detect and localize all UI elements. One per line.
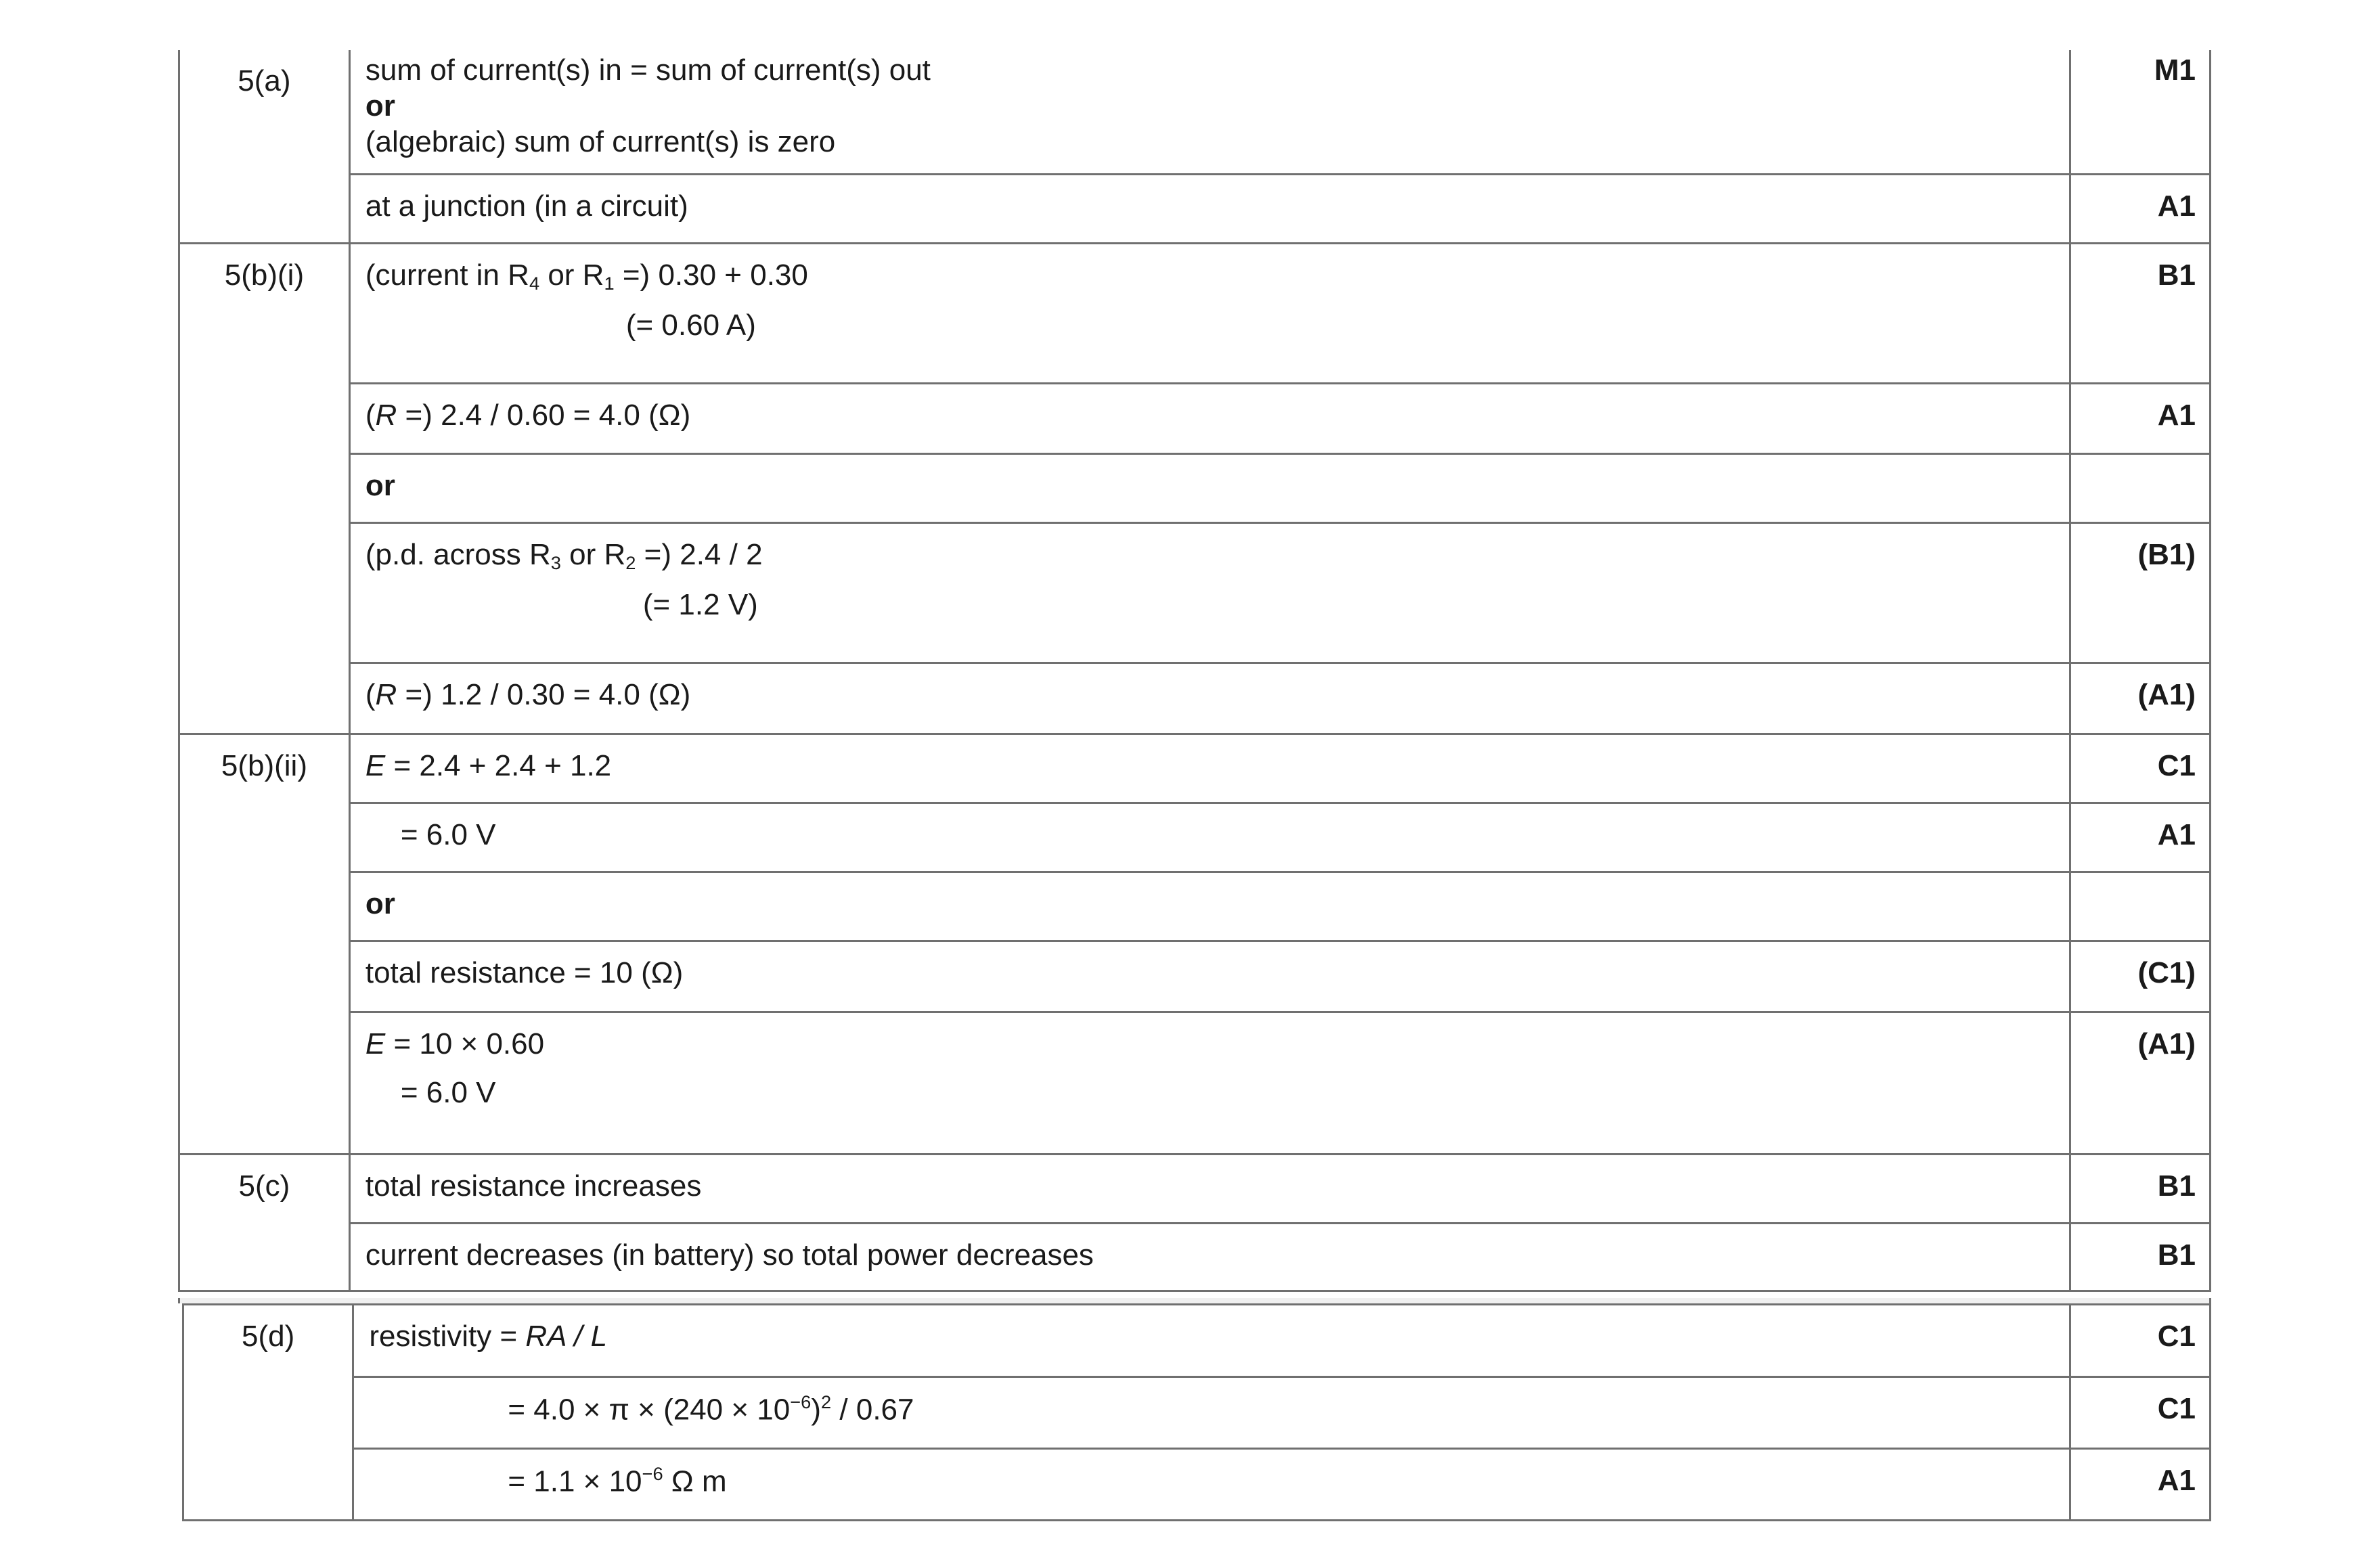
answer-text-part: Ω m xyxy=(663,1464,727,1498)
superscript: −6 xyxy=(790,1391,812,1412)
answer-cell xyxy=(353,1305,2070,1377)
table-row xyxy=(179,50,2211,174)
answer-cell xyxy=(349,803,2070,872)
table-row xyxy=(179,453,2211,522)
subscript: 2 xyxy=(625,552,636,573)
mark-cell xyxy=(2070,243,2210,383)
answer-cell xyxy=(349,663,2070,734)
table-row xyxy=(179,872,2211,941)
table-row xyxy=(179,522,2211,663)
answer-cell xyxy=(349,941,2070,1012)
question-number-cell xyxy=(179,50,350,243)
mark-cell xyxy=(2070,1449,2211,1521)
answer-cell xyxy=(349,453,2070,522)
mark xyxy=(2071,455,2196,468)
answer-text-part: = 10 × 0.60 xyxy=(385,1027,545,1060)
question-number: 5(d) xyxy=(242,1320,295,1353)
question-number-cell xyxy=(179,243,350,734)
answer-or: or xyxy=(365,89,395,122)
answer-text: (algebraic) sum of current(s) is zero xyxy=(365,125,836,158)
answer-result: (= 0.60 A) xyxy=(625,309,756,342)
mark: M1 xyxy=(2154,53,2196,87)
answer-or: or xyxy=(365,468,395,502)
mark-cell xyxy=(2070,1305,2211,1377)
answer-text xyxy=(365,524,2069,575)
answer-text-part: = 1.1 × 10 xyxy=(508,1464,642,1498)
mark: B1 xyxy=(2157,258,2196,292)
subscript: 4 xyxy=(529,272,540,294)
mark: (A1) xyxy=(2137,677,2196,711)
answer-text-part: or R xyxy=(539,258,604,292)
answer-cell xyxy=(349,1223,2070,1291)
superscript: 2 xyxy=(821,1391,832,1412)
table-row xyxy=(179,663,2211,734)
table-row xyxy=(179,941,2211,1012)
answer-text-part: ) xyxy=(811,1393,821,1427)
answer-cell xyxy=(353,1377,2070,1449)
mark-cell xyxy=(2070,663,2210,734)
question-number: 5(a) xyxy=(238,64,291,97)
answer-text xyxy=(365,244,2069,295)
mark-scheme-table xyxy=(178,50,2211,1292)
mark-cell xyxy=(2070,522,2210,663)
answer-text xyxy=(369,1378,2069,1428)
emf-symbol: E xyxy=(365,748,386,782)
mark-cell xyxy=(2070,872,2210,941)
answer-text: sum of current(s) in = sum of current(s) out xyxy=(365,53,931,87)
mark: C1 xyxy=(2157,748,2196,782)
answer-text: current decreases (in battery) so total power decreases xyxy=(365,1238,1094,1272)
emf-symbol: E xyxy=(365,1027,386,1060)
answer-cell xyxy=(349,383,2070,453)
mark-cell xyxy=(2070,50,2210,174)
mark: C1 xyxy=(2157,1320,2196,1353)
superscript: −6 xyxy=(642,1463,663,1484)
answer-cell xyxy=(349,50,2070,174)
mark: (C1) xyxy=(2137,956,2196,989)
table-row xyxy=(179,1223,2211,1291)
answer-text-part: (p.d. across R xyxy=(365,537,551,571)
answer-cell xyxy=(349,1154,2070,1223)
mark-cell xyxy=(2070,1012,2210,1154)
answer-text: = 6.0 V xyxy=(400,817,496,851)
mark-cell xyxy=(2070,1223,2210,1291)
table-row xyxy=(179,1012,2211,1154)
table-row xyxy=(183,1377,2211,1449)
answer-cell xyxy=(349,243,2070,383)
mark-cell xyxy=(2070,174,2210,243)
answer-cell xyxy=(353,1449,2070,1521)
question-number: 5(b)(ii) xyxy=(221,748,307,782)
question-number-cell xyxy=(183,1305,353,1521)
mark: C1 xyxy=(2157,1392,2196,1425)
answer-text-part: = 4.0 × π × (240 × 10 xyxy=(508,1393,791,1427)
mark: (B1) xyxy=(2137,537,2196,571)
question-number-cell xyxy=(179,734,350,1154)
mark xyxy=(2071,873,2196,887)
mark: A1 xyxy=(2157,817,2196,851)
answer-text xyxy=(369,1305,2069,1355)
mark-cell xyxy=(2070,453,2210,522)
resistance-symbol: R xyxy=(375,677,397,711)
answer-text-part: =) 2.4 / 2 xyxy=(636,537,763,571)
mark: A1 xyxy=(2157,398,2196,432)
answer-text-part: = 2.4 + 2.4 + 1.2 xyxy=(385,748,612,782)
answer-text: (R =) 2.4 / 0.60 = 4.0 (Ω) xyxy=(365,398,691,432)
answer-or: or xyxy=(365,887,395,920)
resistance-symbol: R xyxy=(375,398,397,432)
mark: B1 xyxy=(2157,1238,2196,1272)
answer-text-part: (current in R xyxy=(365,258,529,292)
table-row xyxy=(179,383,2211,453)
answer-text xyxy=(369,1450,2069,1500)
mark-cell xyxy=(2070,734,2210,803)
answer-text-part: =) 1.2 / 0.30 = 4.0 (Ω) xyxy=(397,677,691,711)
question-number-cell xyxy=(179,1154,350,1291)
subscript: 3 xyxy=(550,552,561,573)
mark-cell xyxy=(2070,1154,2210,1223)
table-divider xyxy=(178,1298,2211,1303)
mark-cell xyxy=(2070,803,2210,872)
answer-text-part: =) 2.4 / 0.60 = 4.0 (Ω) xyxy=(397,398,691,432)
table-row xyxy=(179,1154,2211,1223)
question-number: 5(b)(i) xyxy=(224,258,305,292)
answer-cell xyxy=(349,174,2070,243)
resistivity-formula: RA / L xyxy=(525,1320,608,1353)
answer-text-part: =) 0.30 + 0.30 xyxy=(614,258,808,292)
mark: (A1) xyxy=(2137,1027,2196,1060)
answer-text-part: or R xyxy=(560,537,626,571)
mark-scheme-table-continued xyxy=(182,1303,2211,1521)
table-row xyxy=(179,174,2211,243)
answer-cell xyxy=(349,872,2070,941)
answer-text: total resistance = 10 (Ω) xyxy=(365,956,684,989)
question-number: 5(c) xyxy=(238,1169,290,1203)
mark: A1 xyxy=(2157,1464,2196,1497)
answer-text xyxy=(365,735,2069,784)
mark: A1 xyxy=(2157,189,2196,223)
answer-cell xyxy=(349,734,2070,803)
answer-text: total resistance increases xyxy=(365,1169,702,1203)
answer-cell xyxy=(349,1012,2070,1154)
table-row xyxy=(183,1449,2211,1521)
mark-cell xyxy=(2070,941,2210,1012)
answer-text-part: resistivity = xyxy=(369,1320,526,1353)
answer-text xyxy=(365,1013,2069,1062)
answer-result: (= 1.2 V) xyxy=(642,588,758,622)
table-row xyxy=(179,243,2211,383)
mark: B1 xyxy=(2157,1169,2196,1203)
table-row xyxy=(179,803,2211,872)
answer-cell xyxy=(349,522,2070,663)
answer-result: = 6.0 V xyxy=(400,1076,496,1110)
answer-text: (R =) 1.2 / 0.30 = 4.0 (Ω) xyxy=(365,677,691,711)
table-row xyxy=(179,734,2211,803)
mark-cell xyxy=(2070,383,2210,453)
answer-text-part: / 0.67 xyxy=(831,1393,914,1427)
answer-text: at a junction (in a circuit) xyxy=(365,189,688,223)
mark-cell xyxy=(2070,1377,2211,1449)
table-row xyxy=(183,1305,2211,1377)
subscript: 1 xyxy=(604,272,615,294)
